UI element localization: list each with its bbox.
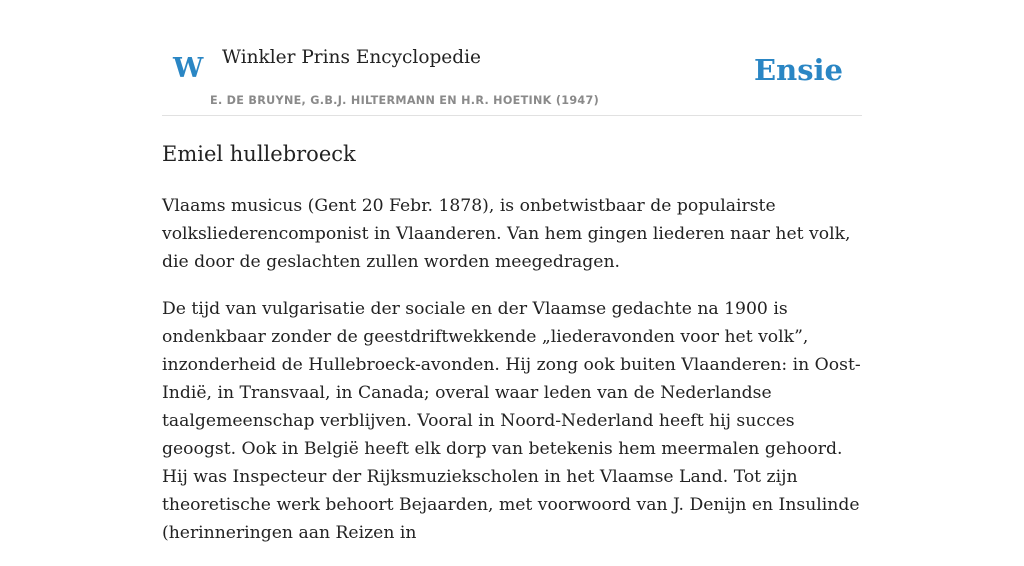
article-paragraph: De tijd van vulgarisatie der sociale en der Vlaamse gedachte na 1900 is ondenkbaar zonder de geestdriftwekkende „liederavonden voor het volk”, inzonderheid de Hullebroeck-avonden. Hij zong ook buiten Vlaanderen: in Oost-Indië, in Transvaal, in Canada; overal waar leden van de Nederlandse taalgemeenschap verblijven. Vooral in Noord-Nederland heeft hij succes geoogst. Ook in België heeft elk dorp van betekenis hem meermalen gehoord. Hij was Inspecteur der Rijksmuziekscholen in het Vlaamse Land. Tot zijn theoretische werk behoort Bejaarden, met voorwoord van J. Denijn en Insulinde (herinneringen aan Reizen in xyxy=(162,299,861,543)
header-divider xyxy=(162,115,862,116)
article-title: Emiel hullebroeck xyxy=(162,142,356,166)
publication-authors: E. DE BRUYNE, G.B.J. HILTERMANN EN H.R. HOETINK (1947) xyxy=(210,94,599,107)
site-logo[interactable]: Ensie xyxy=(754,53,843,87)
publication-logo-icon[interactable]: W xyxy=(173,53,204,84)
article-paragraph: Vlaams musicus (Gent 20 Febr. 1878), is onbetwistbaar de populairste volksliederencomponist in Vlaanderen. Van hem gingen liederen naar het volk, die door de geslachten zullen worden meegedragen. xyxy=(162,196,851,272)
article-body xyxy=(162,192,862,566)
publication-title[interactable]: Winkler Prins Encyclopedie xyxy=(222,47,481,68)
